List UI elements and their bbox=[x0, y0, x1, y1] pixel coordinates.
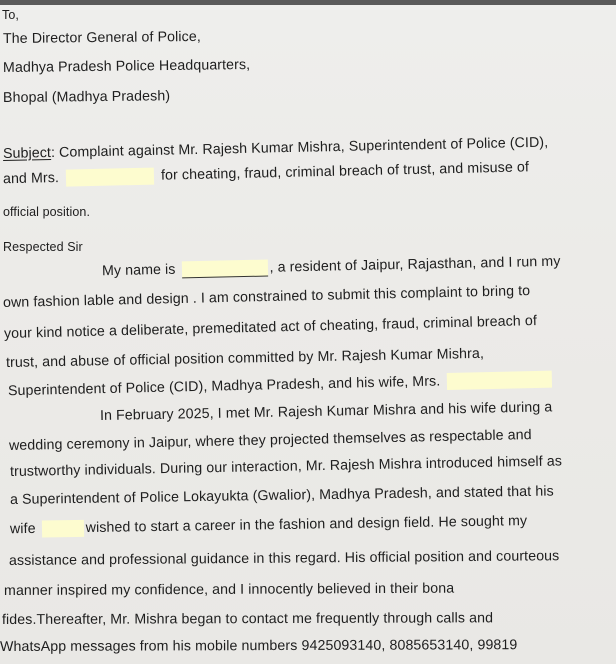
body-p1-line-1 bbox=[102, 253, 561, 280]
body-p1-line-4: trust, and abuse of official position committed by Mr. Rajesh Kumar Mishra, bbox=[5, 345, 485, 371]
redacted-name-4 bbox=[42, 520, 84, 538]
subject-text-1: : Complaint against Mr. Rajesh Kumar Mishra, Superintendent of Police (CID), bbox=[50, 134, 549, 161]
subject-text-2a: and Mrs. bbox=[2, 169, 60, 188]
redacted-name-3 bbox=[447, 371, 552, 390]
body-p2-line-7: manner inspired my confidence, and I innocently believed in their bona bbox=[3, 580, 455, 599]
body-p1-line-3: your kind notice a deliberate, premeditated act of cheating, fraud, criminal breach of bbox=[3, 312, 538, 342]
redacted-name-2 bbox=[181, 260, 267, 279]
addressee-line-3: Bhopal (Madhya Pradesh) bbox=[2, 88, 171, 106]
body-p2-line-6: assistance and professional guidance in this regard. His official position and courteous bbox=[8, 548, 560, 569]
body-p2-line-8: fides.Thereafter, Mr. Mishra began to contact me frequently through calls and bbox=[1, 610, 494, 628]
body-p2-line-2: wedding ceremony in Jaipur, where they projected themselves as respectable and bbox=[8, 427, 532, 454]
body-text: wished to start a career in the fashion and design field. He sought my bbox=[85, 513, 528, 537]
body-p2-line-4: a Superintendent of Police Lokayukta (Gwalior), Madhya Pradesh, and stated that his bbox=[9, 483, 554, 508]
body-p1-line-5 bbox=[8, 371, 553, 400]
body-p1-line-2: own fashion lable and design . I am constrained to submit this complaint to bring to bbox=[2, 283, 531, 311]
redacted-name-1 bbox=[66, 168, 154, 187]
subject-line-1 bbox=[3, 135, 549, 162]
body-text: , a resident of Jaipur, Rajasthan, and I run my bbox=[269, 253, 561, 276]
subject-label: Subject bbox=[2, 144, 52, 162]
to-label: To, bbox=[2, 8, 19, 22]
complaint-letter-page bbox=[0, 5, 616, 664]
body-text: Superintendent of Police (CID), Madhya Pradesh, and his wife, Mrs. bbox=[7, 373, 441, 400]
salutation: Respected Sir bbox=[3, 240, 83, 254]
addressee-line-2: Madhya Pradesh Police Headquarters, bbox=[2, 56, 251, 76]
body-p2-line-3: trustworthy individuals. During our interaction, Mr. Rajesh Mishra introduced himself as bbox=[9, 453, 563, 480]
body-p2-line-1: In February 2025, I met Mr. Rajesh Kumar Mishra and his wife during a bbox=[99, 399, 553, 424]
addressee-line-1: The Director General of Police, bbox=[2, 28, 201, 47]
subject-text-2b: for cheating, fraud, criminal breach of trust, and misuse of bbox=[160, 159, 530, 184]
body-p2-line-5 bbox=[10, 513, 527, 538]
subject-line-2 bbox=[3, 159, 529, 188]
body-text: My name is bbox=[101, 261, 176, 280]
subject-line-3: official position. bbox=[3, 205, 91, 219]
body-p2-line-9: WhatsApp messages from his mobile numbers 9425093140, 8085653140, 99819 bbox=[0, 637, 518, 655]
body-text: wife bbox=[9, 520, 36, 538]
